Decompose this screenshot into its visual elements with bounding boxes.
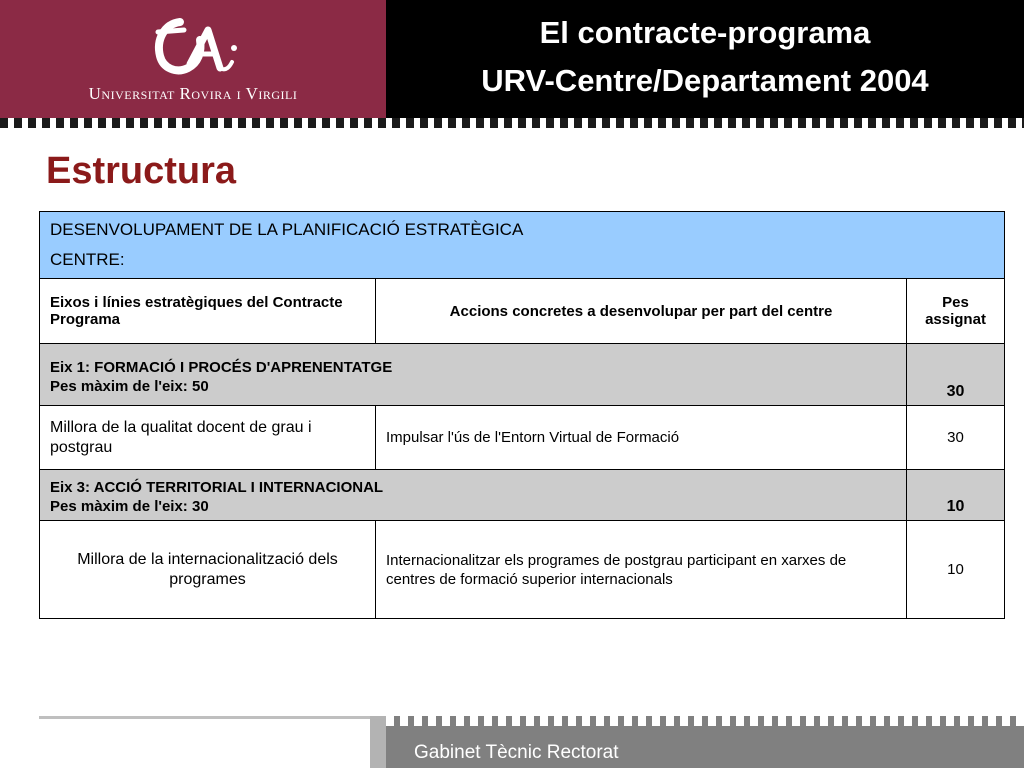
- action-text: Internacionalitzar els programes de postgrau participant en xarxes de centres de formació superior internacionals: [376, 521, 907, 619]
- axis-title: Eix 1: FORMACIÓ I PROCÉS D'APRENENTATGE: [50, 359, 393, 376]
- axis-row: [40, 344, 1005, 406]
- assigned-weight: 30: [907, 406, 1005, 470]
- footer-divider: [39, 716, 370, 719]
- strategic-line: Millora de la qualitat docent de grau i postgrau: [40, 406, 376, 470]
- presentation-title: El contracte-programa: [539, 15, 871, 50]
- header-checker-border: [0, 118, 1024, 128]
- footer-accent: [370, 716, 386, 768]
- table-title: DESENVOLUPAMENT DE LA PLANIFICACIÓ ESTRATÈGICA: [50, 220, 524, 239]
- table-title-cell: [40, 212, 1005, 279]
- header-brand-panel: [0, 0, 386, 118]
- table-row: [40, 406, 1005, 470]
- strategic-line: Millora de la internacionalització dels programes: [40, 521, 376, 619]
- axis-label-cell: [40, 344, 907, 406]
- presentation-subtitle: URV-Centre/Departament 2004: [481, 63, 929, 98]
- axis-weight: 30: [907, 344, 1005, 406]
- centre-label: CENTRE:: [50, 250, 125, 269]
- axis-row: [40, 470, 1005, 521]
- assigned-weight: 10: [907, 521, 1005, 619]
- column-header-lines: Eixos i línies estratègiques del Contracte Programa: [40, 279, 376, 344]
- structure-table: [39, 211, 1005, 619]
- table-row: [40, 521, 1005, 619]
- column-header-actions: Accions concretes a desenvolupar per part del centre: [376, 279, 907, 344]
- university-name: Universitat Rovira i Virgili: [88, 84, 298, 103]
- axis-weight: 10: [907, 470, 1005, 521]
- axis-label-cell: [40, 470, 907, 521]
- column-header-weight: Pes assignat: [907, 279, 1005, 344]
- axis-max-weight: Pes màxim de l'eix: 30: [50, 498, 209, 515]
- university-logo-icon: [150, 14, 240, 80]
- table-title-row: [40, 212, 1005, 279]
- axis-title: Eix 3: ACCIÓ TERRITORIAL I INTERNACIONAL: [50, 479, 384, 496]
- action-text: Impulsar l'ús de l'Entorn Virtual de Formació: [376, 406, 907, 470]
- footer-checker-border: [386, 716, 1024, 726]
- axis-max-weight: Pes màxim de l'eix: 50: [50, 378, 209, 395]
- footer-text: Gabinet Tècnic Rectorat: [414, 742, 619, 763]
- page-title: Estructura: [46, 150, 237, 192]
- column-header-row: [40, 279, 1005, 344]
